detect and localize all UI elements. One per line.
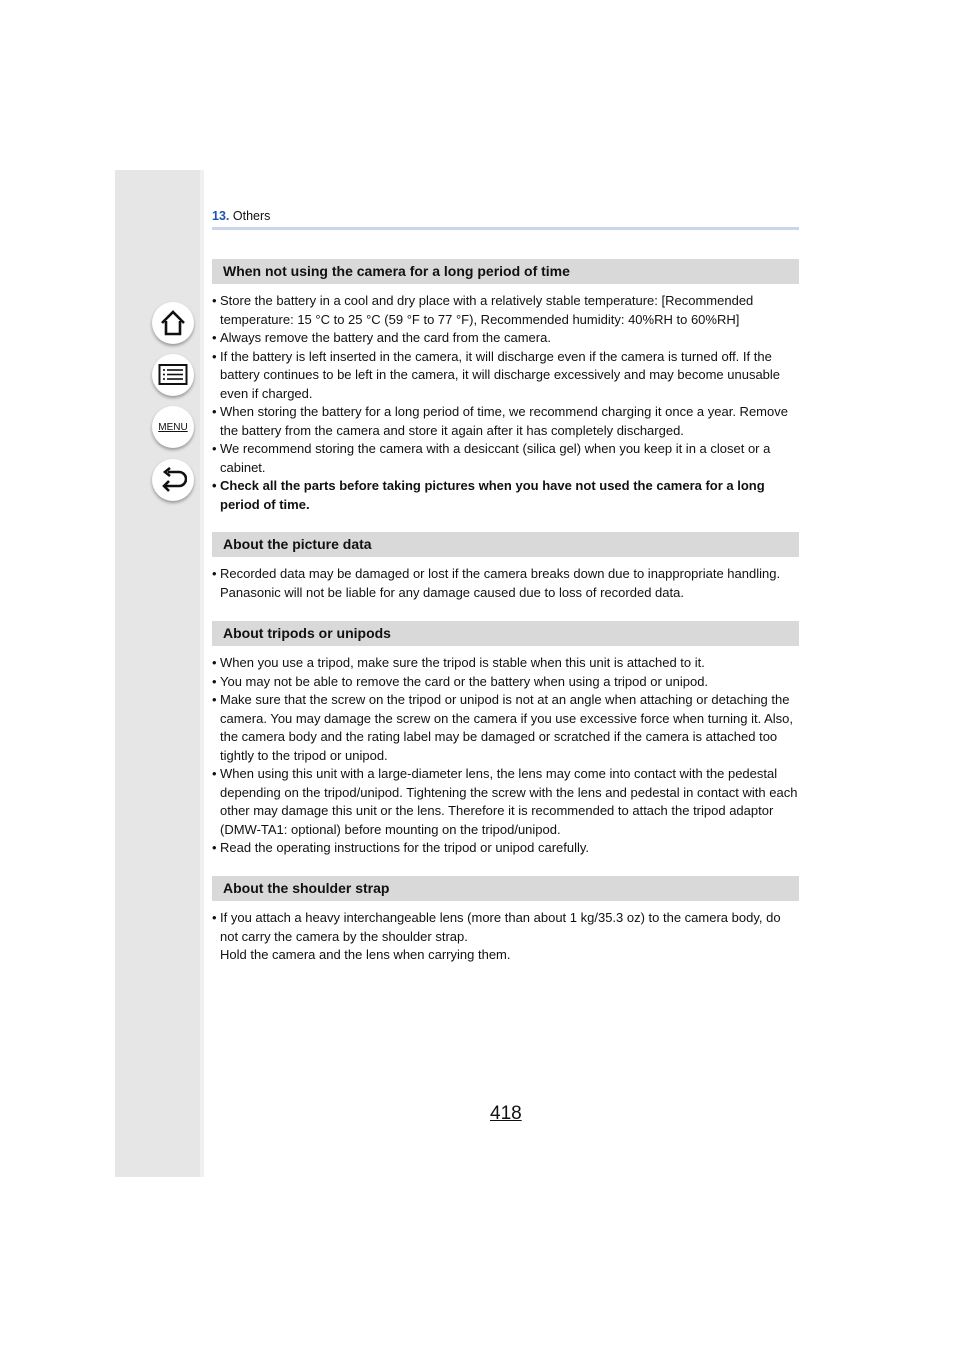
list-item: • Always remove the battery and the card from the camera. (212, 329, 799, 348)
section-body (212, 909, 799, 965)
menu-icon: MENU (158, 421, 188, 433)
list-item: • Make sure that the screw on the tripod or unipod is not at an angle when attaching or detaching the camera. You may damage the screw on the camera if you use excessive force when turning it. Also, the camera body and the rating label may be damaged or scratched if the camera is attached too tightly to the tripod or unipod. (212, 691, 799, 765)
back-arrow-icon (159, 467, 187, 493)
section-body (212, 292, 799, 514)
chapter-header (212, 209, 799, 223)
section-body (212, 654, 799, 858)
home-icon (159, 309, 187, 337)
back-button[interactable] (152, 459, 194, 501)
header-rule (212, 227, 799, 230)
list-item: • You may not be able to remove the card or the battery when using a tripod or unipod. (212, 673, 799, 692)
list-item: • When you use a tripod, make sure the tripod is stable when this unit is attached to it. (212, 654, 799, 673)
section-heading: About the shoulder strap (212, 876, 799, 901)
list-item: • When using this unit with a large-diameter lens, the lens may come into contact with the pedestal depending on the tripod/unipod. Tightening the screw with the lens and pedestal in contact with each other may damage this unit or the lens. Therefore it is recommended to attach the tripod adaptor (DMW-TA1: optional) before mounting on the tripod/unipod. (212, 765, 799, 839)
list-item: • When storing the battery for a long period of time, we recommend charging it once a year. Remove the battery from the camera and store it again after it has completely discharged. (212, 403, 799, 440)
chapter-title: Others (232, 209, 271, 223)
home-button[interactable] (152, 302, 194, 344)
sidebar-edge (200, 170, 204, 1177)
list-item: • Store the battery in a cool and dry place with a relatively stable temperature: [Recommended temperature: 15 °C to 25 °C (59 °F to 77 °F), Recommended humidity: 40%RH to 60%RH] (212, 292, 799, 329)
section-heading: When not using the camera for a long period of time (212, 259, 799, 284)
chapter-number: 13. (212, 209, 230, 223)
list-item: • If the battery is left inserted in the camera, it will discharge even if the camera is turned off. If the battery continues to be left in the camera, it will discharge excessively and may become unusable even if charged. (212, 348, 799, 404)
section-body (212, 565, 799, 602)
list-item: • If you attach a heavy interchangeable lens (more than about 1 kg/35.3 oz) to the camera body, do not carry the camera by the shoulder strap. (212, 909, 799, 946)
section-heading: About the picture data (212, 532, 799, 557)
list-item: • Read the operating instructions for the tripod or unipod carefully. (212, 839, 799, 858)
menu-button[interactable] (152, 406, 194, 448)
contents-button[interactable] (152, 354, 194, 396)
list-icon (158, 363, 188, 387)
list-item: • Check all the parts before taking pictures when you have not used the camera for a long period of time. (212, 477, 799, 514)
list-item: • Recorded data may be damaged or lost if the camera breaks down due to inappropriate handling. Panasonic will not be liable for any damage caused due to loss of recorded data. (212, 565, 799, 602)
list-item-continuation: Hold the camera and the lens when carrying them. (220, 947, 511, 962)
list-item: • We recommend storing the camera with a desiccant (silica gel) when you keep it in a closet or a cabinet. (212, 440, 799, 477)
page-number: 418 (490, 1103, 522, 1124)
section-heading: About tripods or unipods (212, 621, 799, 646)
